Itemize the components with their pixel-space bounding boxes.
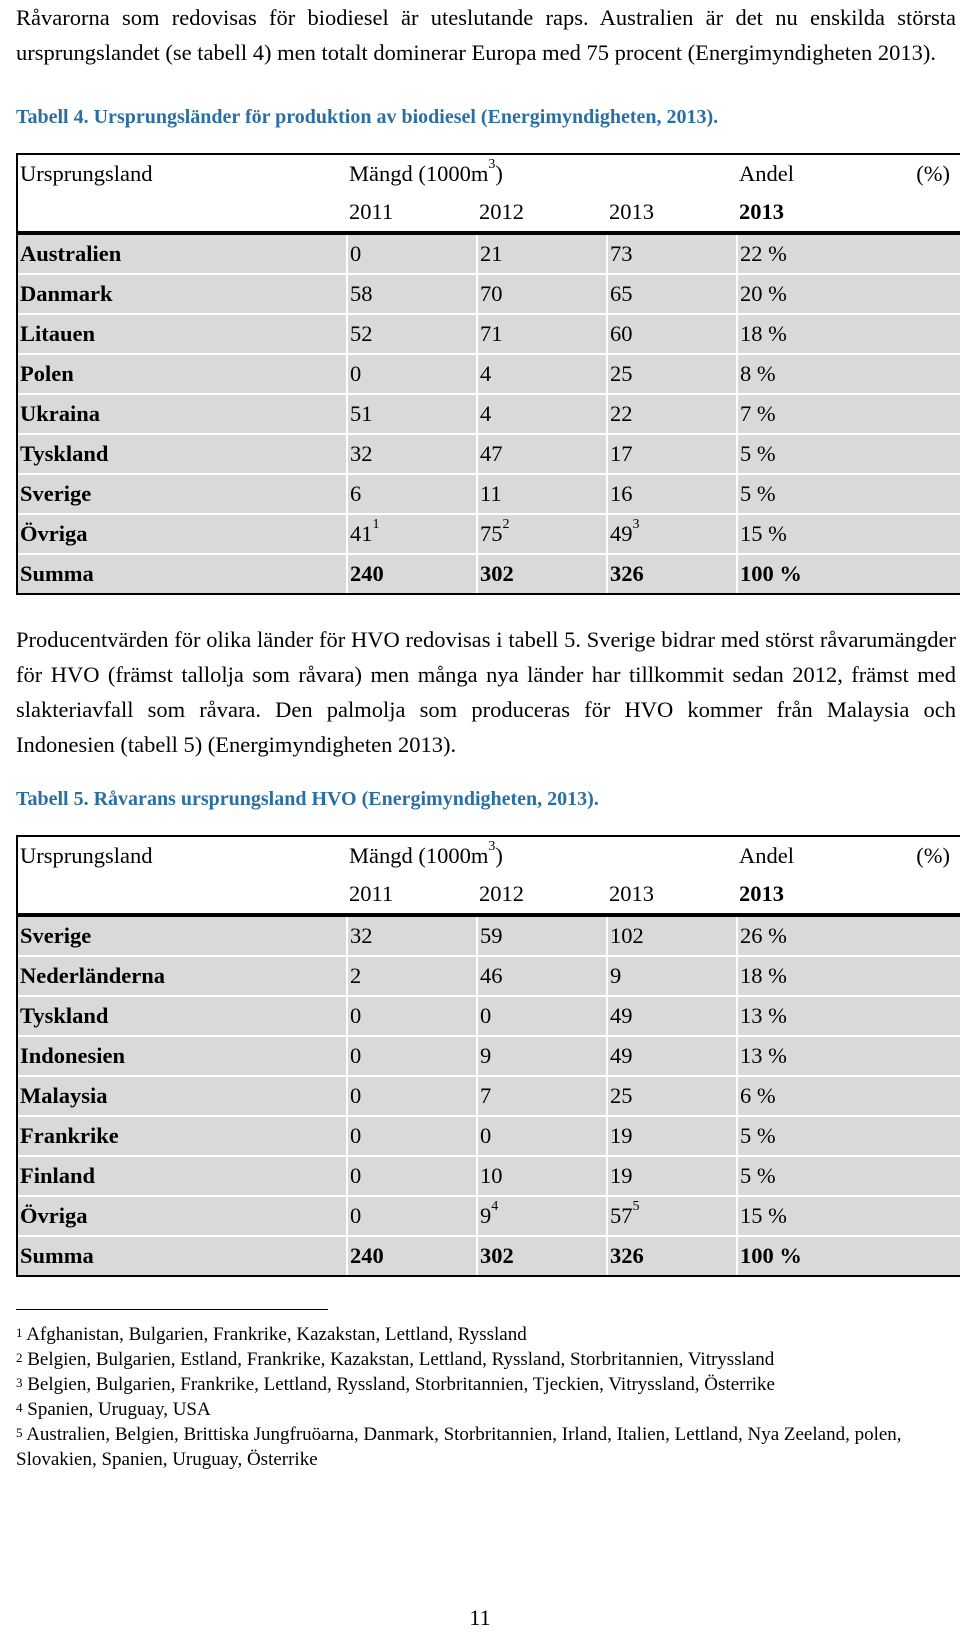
cell-country-value: Finland <box>20 1163 96 1188</box>
cell-y2013 <box>607 514 737 554</box>
table-row <box>18 1196 960 1236</box>
cell-y2011 <box>347 394 477 434</box>
cell-share-value: 5 % <box>740 1163 776 1188</box>
middle-paragraph: Producentvärden för olika länder för HVO redovisas i tabell 5. Sverige bidrar med störst råvarumängder för HVO (främst tallolja som råvara) men många nya länder har tillkommit sedan 2012, främst med slakteriavfall som råvara. Den palmolja som produceras för HVO kommer från Malaysia och Indonesien (tabell 5) (Energimyndigheten 2013). <box>16 627 956 757</box>
cell-y2012 <box>477 434 607 474</box>
cell-y2011 <box>347 1196 477 1236</box>
cell-share-value: 18 % <box>740 321 787 346</box>
cell-y2012 <box>477 996 607 1036</box>
table-row <box>18 394 960 434</box>
cell-y2013 <box>607 554 737 593</box>
cell-share-value: 6 % <box>740 1083 776 1108</box>
cell-share-value: 26 % <box>740 923 787 948</box>
cell-country <box>18 554 347 593</box>
cell-y2012 <box>477 1156 607 1196</box>
cell-y2013-value: 326 <box>610 561 644 586</box>
cell-country-value: Litauen <box>20 321 96 346</box>
cell-y2011-value: 0 <box>350 1083 362 1108</box>
header-amount-close: ) <box>495 161 503 186</box>
cell-y2013-value: 19 <box>610 1123 633 1148</box>
table4-caption: Tabell 4. Ursprungsländer för produktion av biodiesel (Energimyndigheten, 2013). <box>16 106 719 128</box>
table-row <box>18 1116 960 1156</box>
cell-y2011 <box>347 996 477 1036</box>
cell-y2013 <box>607 915 737 956</box>
header-amount <box>347 155 737 193</box>
cell-y2011 <box>347 434 477 474</box>
header-amount <box>347 837 737 875</box>
cell-y2013 <box>607 474 737 514</box>
table5-grid <box>18 837 960 1275</box>
cell-country-value: Frankrike <box>20 1123 119 1148</box>
header-blank <box>18 875 347 915</box>
cell-y2013 <box>607 1116 737 1156</box>
cell-share <box>737 554 960 593</box>
cell-y2011 <box>347 233 477 274</box>
cell-y2012 <box>477 354 607 394</box>
cell-y2011-value: 0 <box>350 1203 362 1228</box>
cell-y2013 <box>607 314 737 354</box>
cell-share-value: 18 % <box>740 963 787 988</box>
cell-y2012 <box>477 474 607 514</box>
header-amount-sup: 3 <box>488 157 496 172</box>
cell-y2013-value: 65 <box>610 281 633 306</box>
cell-y2012-value: 0 <box>480 1003 492 1028</box>
cell-y2012-value: 59 <box>480 923 503 948</box>
cell-y2012 <box>477 1036 607 1076</box>
cell-country <box>18 434 347 474</box>
cell-country-value: Polen <box>20 361 74 386</box>
cell-y2013-value: 19 <box>610 1163 633 1188</box>
cell-y2013 <box>607 434 737 474</box>
cell-y2012 <box>477 956 607 996</box>
footnote-ref: 5 <box>632 1199 640 1214</box>
cell-country <box>18 314 347 354</box>
cell-country-value: Summa <box>20 561 94 586</box>
table-sum-row <box>18 1236 960 1275</box>
cell-country-value: Sverige <box>20 923 92 948</box>
table4 <box>16 153 960 595</box>
cell-country <box>18 394 347 434</box>
cell-country <box>18 915 347 956</box>
cell-share <box>737 233 960 274</box>
cell-y2012-value: 4 <box>480 361 492 386</box>
cell-y2011-value: 0 <box>350 361 362 386</box>
header-amount-sup: 3 <box>488 839 496 854</box>
footnote-ref: 1 <box>372 517 380 532</box>
cell-y2011 <box>347 915 477 956</box>
table-row <box>18 514 960 554</box>
header-year-2013: 2013 <box>607 193 737 233</box>
header-share-a: Andel <box>739 161 795 186</box>
cell-y2013 <box>607 274 737 314</box>
header-year-2012: 2012 <box>477 193 607 233</box>
cell-share <box>737 956 960 996</box>
cell-y2013 <box>607 956 737 996</box>
cell-country-value: Övriga <box>20 521 88 546</box>
header-year-2013: 2013 <box>607 875 737 915</box>
cell-country-value: Tyskland <box>20 441 109 466</box>
table5-caption: Tabell 5. Råvarans ursprungsland HVO (Energimyndigheten, 2013). <box>16 788 599 810</box>
cell-y2013 <box>607 354 737 394</box>
table-row <box>18 434 960 474</box>
cell-y2011-value: 41 <box>350 521 373 546</box>
cell-y2013-value: 25 <box>610 361 633 386</box>
table-row <box>18 314 960 354</box>
cell-country <box>18 274 347 314</box>
cell-share-value: 13 % <box>740 1043 787 1068</box>
cell-y2013-value: 22 <box>610 401 633 426</box>
cell-y2011 <box>347 1076 477 1116</box>
cell-y2012-value: 7 <box>480 1083 492 1108</box>
cell-y2012 <box>477 514 607 554</box>
cell-country <box>18 1036 347 1076</box>
cell-y2013-value: 9 <box>610 963 622 988</box>
cell-y2012 <box>477 394 607 434</box>
cell-y2013-value: 73 <box>610 241 633 266</box>
cell-share <box>737 1036 960 1076</box>
header-share <box>737 837 960 875</box>
cell-y2011-value: 32 <box>350 923 373 948</box>
cell-share <box>737 996 960 1036</box>
intro-paragraph: Råvarorna som redovisas för biodiesel är uteslutande raps. Australien är det nu enskilda största ursprungslandet (se tabell 4) men totalt dominerar Europa med 75 procent (Energimyndigheten 2013). <box>16 5 956 65</box>
cell-y2012-value: 71 <box>480 321 503 346</box>
cell-y2012-value: 4 <box>480 401 492 426</box>
cell-country <box>18 354 347 394</box>
cell-y2013-value: 326 <box>610 1243 644 1268</box>
cell-y2012-value: 46 <box>480 963 503 988</box>
footnote-text: Australien, Belgien, Brittiska Jungfruöarna, Danmark, Storbritannien, Irland, Italien, Lettland, Nya Zeeland, polen, Slovakien, Spanien, Uruguay, Österrike <box>16 1424 902 1470</box>
footnote-text: Afghanistan, Bulgarien, Frankrike, Kazakstan, Lettland, Ryssland <box>26 1324 527 1345</box>
cell-y2012 <box>477 233 607 274</box>
cell-y2012-value: 70 <box>480 281 503 306</box>
cell-y2012-value: 9 <box>480 1203 492 1228</box>
cell-y2011-value: 52 <box>350 321 373 346</box>
cell-y2013 <box>607 233 737 274</box>
document-page <box>16 0 956 1472</box>
cell-country-value: Summa <box>20 1243 94 1268</box>
footnote-number: 4 <box>16 1400 23 1415</box>
cell-y2013-value: 57 <box>610 1203 633 1228</box>
cell-share-value: 8 % <box>740 361 776 386</box>
cell-share-value: 5 % <box>740 1123 776 1148</box>
footnote-text: Spanien, Uruguay, USA <box>27 1399 211 1420</box>
cell-y2012 <box>477 1116 607 1156</box>
table-row <box>18 274 960 314</box>
cell-y2011 <box>347 1116 477 1156</box>
cell-y2011-value: 6 <box>350 481 362 506</box>
header-blank <box>18 193 347 233</box>
cell-share-value: 5 % <box>740 481 776 506</box>
cell-share <box>737 915 960 956</box>
table-row <box>18 1156 960 1196</box>
cell-y2013 <box>607 1236 737 1275</box>
cell-share <box>737 474 960 514</box>
header-share-b: (%) <box>916 843 951 868</box>
footnote-text: Belgien, Bulgarien, Frankrike, Lettland, Ryssland, Storbritannien, Tjeckien, Vitryssland, Österrike <box>27 1374 775 1395</box>
cell-y2011 <box>347 1236 477 1275</box>
cell-y2012 <box>477 554 607 593</box>
cell-share-value: 7 % <box>740 401 776 426</box>
header-share <box>737 155 960 193</box>
cell-country-value: Tyskland <box>20 1003 109 1028</box>
header-amount-text: Mängd (1000m <box>349 161 489 186</box>
cell-share-value: 100 % <box>740 561 802 586</box>
cell-y2012 <box>477 915 607 956</box>
cell-y2012-value: 11 <box>480 481 502 506</box>
cell-y2013 <box>607 1036 737 1076</box>
cell-y2013-value: 16 <box>610 481 633 506</box>
cell-share <box>737 1116 960 1156</box>
table4-grid <box>18 155 960 593</box>
cell-y2011-value: 58 <box>350 281 373 306</box>
cell-y2011 <box>347 314 477 354</box>
cell-share-value: 15 % <box>740 521 787 546</box>
cell-share <box>737 1156 960 1196</box>
table-row <box>18 233 960 274</box>
cell-y2013-value: 49 <box>610 1043 633 1068</box>
header-share-year: 2013 <box>737 193 960 233</box>
table-sum-row <box>18 554 960 593</box>
cell-country-value: Nederländerna <box>20 963 165 988</box>
cell-country-value: Ukraina <box>20 401 101 426</box>
cell-country-value: Malaysia <box>20 1083 108 1108</box>
footnote <box>16 1372 956 1397</box>
footnote-number: 3 <box>16 1375 23 1390</box>
footnote-ref: 3 <box>632 517 640 532</box>
cell-y2012-value: 21 <box>480 241 503 266</box>
cell-y2012 <box>477 1236 607 1275</box>
cell-y2012 <box>477 1196 607 1236</box>
cell-y2011-value: 240 <box>350 561 384 586</box>
cell-y2013 <box>607 1156 737 1196</box>
cell-y2011 <box>347 474 477 514</box>
cell-y2012 <box>477 274 607 314</box>
table-row <box>18 1076 960 1116</box>
cell-y2011-value: 0 <box>350 241 362 266</box>
cell-y2012-value: 47 <box>480 441 503 466</box>
cell-y2012-value: 302 <box>480 1243 514 1268</box>
cell-country <box>18 514 347 554</box>
cell-country <box>18 956 347 996</box>
header-country: Ursprungsland <box>18 155 347 193</box>
cell-country-value: Danmark <box>20 281 113 306</box>
cell-y2011-value: 0 <box>350 1163 362 1188</box>
cell-share <box>737 394 960 434</box>
cell-country-value: Australien <box>20 241 122 266</box>
footnote-number: 1 <box>16 1325 23 1340</box>
header-share-year: 2013 <box>737 875 960 915</box>
footnote-number: 2 <box>16 1350 23 1365</box>
footnote <box>16 1397 956 1422</box>
table-row <box>18 956 960 996</box>
cell-y2012-value: 0 <box>480 1123 492 1148</box>
cell-y2013-value: 49 <box>610 521 633 546</box>
cell-share <box>737 274 960 314</box>
table-row <box>18 354 960 394</box>
table-row <box>18 1036 960 1076</box>
cell-y2012-value: 9 <box>480 1043 492 1068</box>
header-year-2011: 2011 <box>347 193 477 233</box>
cell-share <box>737 314 960 354</box>
header-share-a: Andel <box>739 843 795 868</box>
cell-y2013 <box>607 394 737 434</box>
table-row <box>18 915 960 956</box>
header-amount-close: ) <box>495 843 503 868</box>
cell-y2011-value: 0 <box>350 1123 362 1148</box>
header-share-b: (%) <box>916 161 951 186</box>
cell-y2011-value: 2 <box>350 963 362 988</box>
cell-y2013 <box>607 1076 737 1116</box>
cell-country <box>18 233 347 274</box>
cell-y2011 <box>347 554 477 593</box>
cell-country-value: Indonesien <box>20 1043 126 1068</box>
cell-share <box>737 434 960 474</box>
table-row <box>18 474 960 514</box>
cell-y2013-value: 60 <box>610 321 633 346</box>
cell-y2012 <box>477 1076 607 1116</box>
cell-y2011-value: 240 <box>350 1243 384 1268</box>
cell-share <box>737 514 960 554</box>
footnotes <box>16 1322 956 1472</box>
cell-y2011 <box>347 354 477 394</box>
header-year-2012: 2012 <box>477 875 607 915</box>
cell-y2012 <box>477 314 607 354</box>
cell-share-value: 22 % <box>740 241 787 266</box>
cell-country <box>18 1196 347 1236</box>
cell-share-value: 5 % <box>740 441 776 466</box>
cell-y2012-value: 10 <box>480 1163 503 1188</box>
cell-share <box>737 354 960 394</box>
cell-country <box>18 996 347 1036</box>
cell-share <box>737 1076 960 1116</box>
cell-country <box>18 1076 347 1116</box>
cell-y2013 <box>607 996 737 1036</box>
cell-y2011 <box>347 956 477 996</box>
cell-y2011-value: 32 <box>350 441 373 466</box>
footnote <box>16 1322 956 1347</box>
cell-y2011 <box>347 514 477 554</box>
header-country: Ursprungsland <box>18 837 347 875</box>
cell-share-value: 20 % <box>740 281 787 306</box>
footnote-ref: 4 <box>491 1199 499 1214</box>
cell-y2011-value: 51 <box>350 401 373 426</box>
cell-country <box>18 1116 347 1156</box>
cell-y2011 <box>347 1156 477 1196</box>
table-row <box>18 996 960 1036</box>
cell-country <box>18 1236 347 1275</box>
cell-y2013-value: 17 <box>610 441 633 466</box>
footnote-number: 5 <box>16 1425 23 1440</box>
footnote-ref: 2 <box>502 517 510 532</box>
cell-y2013-value: 102 <box>610 923 644 948</box>
cell-share <box>737 1236 960 1275</box>
cell-share <box>737 1196 960 1236</box>
cell-y2011 <box>347 1036 477 1076</box>
cell-y2011-value: 0 <box>350 1003 362 1028</box>
cell-share-value: 100 % <box>740 1243 802 1268</box>
cell-y2012-value: 75 <box>480 521 503 546</box>
cell-y2013-value: 25 <box>610 1083 633 1108</box>
header-amount-text: Mängd (1000m <box>349 843 489 868</box>
cell-y2011 <box>347 274 477 314</box>
page-number: 11 <box>469 1605 491 1630</box>
footnote <box>16 1422 956 1472</box>
cell-y2013 <box>607 1196 737 1236</box>
footnote <box>16 1347 956 1372</box>
cell-y2012-value: 302 <box>480 561 514 586</box>
header-year-2011: 2011 <box>347 875 477 915</box>
cell-country-value: Sverige <box>20 481 92 506</box>
cell-y2013-value: 49 <box>610 1003 633 1028</box>
cell-country <box>18 1156 347 1196</box>
footnote-rule <box>16 1309 328 1310</box>
table5 <box>16 835 960 1277</box>
cell-share-value: 13 % <box>740 1003 787 1028</box>
cell-y2011-value: 0 <box>350 1043 362 1068</box>
footnote-text: Belgien, Bulgarien, Estland, Frankrike, Kazakstan, Lettland, Ryssland, Storbritannien, Vitryssland <box>27 1349 775 1370</box>
cell-share-value: 15 % <box>740 1203 787 1228</box>
cell-country-value: Övriga <box>20 1203 88 1228</box>
cell-country <box>18 474 347 514</box>
